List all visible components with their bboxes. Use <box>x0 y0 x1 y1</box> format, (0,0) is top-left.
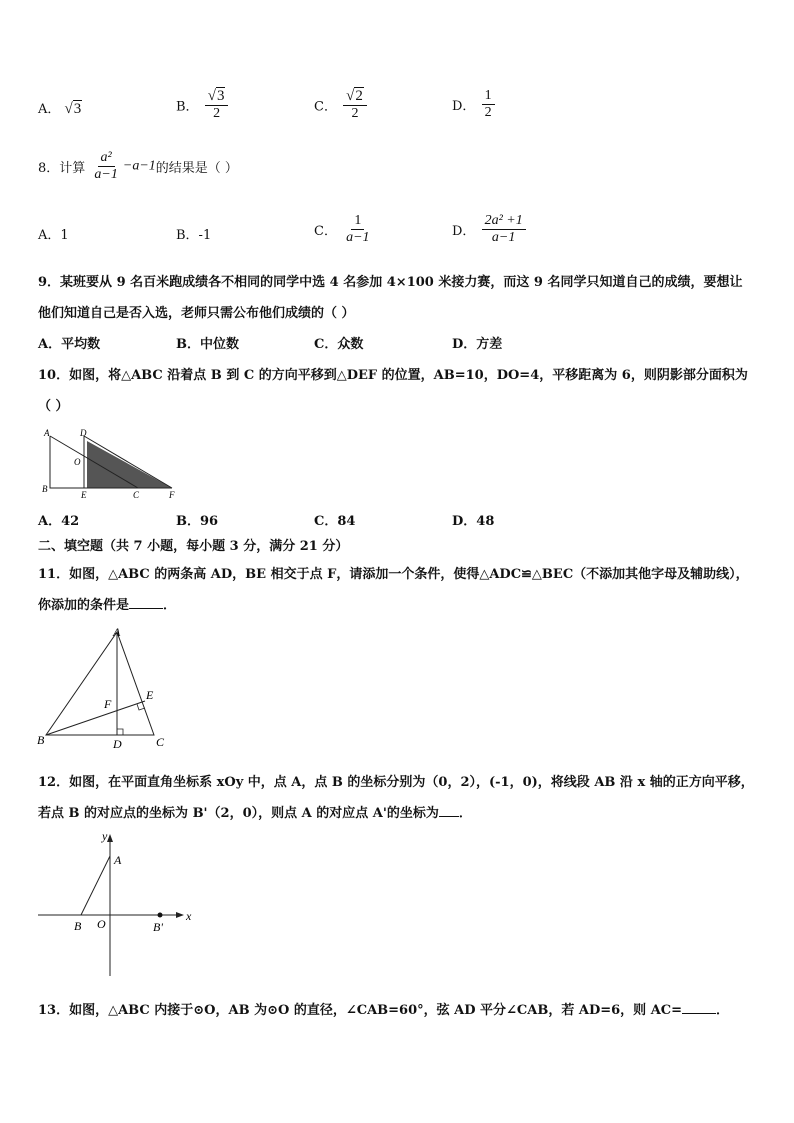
q7-option-d-label: D． <box>452 99 476 114</box>
q11-line-2-text: 你添加的条件是 <box>38 598 130 613</box>
q8-fraction-denominator: a−1 <box>94 167 118 182</box>
q8-option-c <box>314 213 375 246</box>
q8-stem <box>38 150 238 183</box>
label-e: E <box>146 688 154 702</box>
q9-option-b: B．中位数 <box>176 337 239 352</box>
q8-option-c-numerator: 1 <box>351 213 364 230</box>
label-o: O <box>97 917 106 931</box>
section-heading-fill-blank: 二、填空题（共 7 小题，每小题 3 分，满分 21 分） <box>38 539 349 554</box>
right-angle-mark-d <box>117 729 123 735</box>
label-y: y <box>102 829 108 843</box>
q8-option-c-denominator: a−1 <box>346 230 370 245</box>
q8-middle-term: −a−1 <box>122 158 156 174</box>
q8-option-c-fraction <box>343 213 372 246</box>
q8-option-d-denominator: a−1 <box>491 230 516 245</box>
label-x: x <box>186 909 192 923</box>
label-a: A <box>113 625 121 639</box>
label-f: F <box>104 697 112 711</box>
q7-option-d-fraction <box>482 88 495 121</box>
label-b: B <box>74 919 82 933</box>
q8-option-c-label: C． <box>314 224 337 239</box>
label-d: D <box>80 428 87 438</box>
q9-line-2: 他们知道自己是否入选，老师只需公布他们成绩的（ ） <box>38 306 355 321</box>
y-axis-arrow <box>107 834 113 842</box>
q7-option-b <box>176 88 230 122</box>
label-b-prime: B' <box>153 920 163 934</box>
q7-option-c-denominator: 2 <box>351 106 359 121</box>
q10-option-c: C．84 <box>314 514 356 529</box>
q10-option-d: D．48 <box>452 514 495 529</box>
q7-option-c-label: C． <box>314 99 337 115</box>
label-b: B <box>37 733 45 747</box>
q8-option-b: B．-1 <box>176 228 212 243</box>
answer-blank <box>682 1013 716 1014</box>
label-d: D <box>113 737 122 751</box>
q7-option-b-fraction <box>205 88 229 122</box>
q9-option-a: A．平均数 <box>38 337 101 352</box>
q10-line-2: （ ） <box>38 399 69 414</box>
q8-option-d-numerator: 2a² +1 <box>482 213 526 230</box>
q13-text: 13．如图，△ABC 内接于⊙O，AB 为⊙O 的直径，∠CAB=60°，弦 AD 平分∠CAB，若 AD=6，则 AC= <box>38 1003 683 1018</box>
q11-line-1: 11．如图，△ABC 的两条高 AD，BE 相交于点 F，请添加一个条件，使得△ADC≌△BEC（不添加其他字母及辅助线）， <box>38 567 749 582</box>
label-o: O <box>74 457 81 467</box>
q8-fraction <box>91 150 120 183</box>
q12-line-2-text: 若点 B 的对应点的坐标为 B'（2，0），则点 A 的对应点 A'的坐标为 <box>38 806 439 821</box>
q12-line-2-end: ． <box>458 806 472 821</box>
q7-option-d-numerator: 1 <box>482 88 495 105</box>
q8-suffix: 的结果是（ ） <box>155 161 238 176</box>
label-b: B <box>42 484 48 494</box>
q13-stem <box>38 999 729 1018</box>
q7-option-d <box>452 88 497 121</box>
q7-option-c <box>314 88 369 122</box>
label-f: F <box>169 490 175 500</box>
q7-option-b-denominator: 2 <box>213 106 221 121</box>
label-e: E <box>81 490 87 500</box>
triangle-abc <box>46 632 154 735</box>
q10-option-b: B．96 <box>176 514 219 529</box>
q7-option-a <box>38 98 82 118</box>
q11-triangle-figure <box>34 622 174 752</box>
q7-option-a-value: 3 <box>73 101 82 117</box>
q7-option-b-numerator: 3 <box>216 88 225 104</box>
q11-line-2 <box>38 594 176 613</box>
sqrt-symbol: √3 <box>207 88 225 104</box>
q10-line-1: 10．如图，将△ABC 沿着点 B 到 C 的方向平移到△DEF 的位置，AB=10，DO=4，平移距离为 6，则阴影部分面积为 <box>38 368 748 383</box>
q9-option-c: C．众数 <box>314 337 364 352</box>
sqrt-symbol: √2 <box>346 88 363 104</box>
q10-translation-figure <box>38 424 188 500</box>
q12-line-2 <box>38 802 472 821</box>
q12-coordinate-figure <box>34 828 199 980</box>
q7-option-b-label: B． <box>176 99 199 115</box>
q7-option-a-label: A． <box>38 102 61 117</box>
q7-option-d-denominator: 2 <box>484 105 492 120</box>
label-a: A <box>44 428 50 438</box>
segment-ab <box>81 856 110 915</box>
x-axis-arrow <box>176 912 184 918</box>
point-b-prime <box>158 913 163 918</box>
q8-option-d-label: D． <box>452 224 476 239</box>
q8-fraction-numerator: a² <box>98 150 115 167</box>
q8-option-d <box>452 213 528 246</box>
q13-end: ． <box>716 1003 730 1018</box>
q10-option-a: A．42 <box>38 514 80 529</box>
label-c: C <box>133 490 140 500</box>
q7-option-c-numerator: 2 <box>355 88 363 104</box>
q9-line-1: 9．某班要从 9 名百米跑成绩各不相同的同学中选 4 名参加 4×100 米接力赛，而这 9 名同学只知道自己的成绩，要想让 <box>38 275 743 290</box>
q9-option-d: D．方差 <box>452 337 503 352</box>
q12-line-1: 12．如图，在平面直角坐标系 xOy 中，点 A，点 B 的坐标分别为（0，2），(-1，0)，将线段 AB 沿 x 轴的正方向平移， <box>38 775 754 790</box>
q8-prefix: 8．计算 <box>38 161 86 176</box>
label-a: A <box>114 853 122 867</box>
answer-blank <box>439 816 459 817</box>
altitude-be <box>46 701 145 735</box>
q11-line-2-end: ． <box>163 598 177 613</box>
q8-option-a: A．1 <box>38 228 69 243</box>
sqrt-symbol: √3 <box>64 101 82 117</box>
answer-blank <box>129 608 163 609</box>
q8-option-d-fraction <box>482 213 526 246</box>
q7-option-c-fraction <box>343 88 367 122</box>
label-c: C <box>156 735 165 749</box>
